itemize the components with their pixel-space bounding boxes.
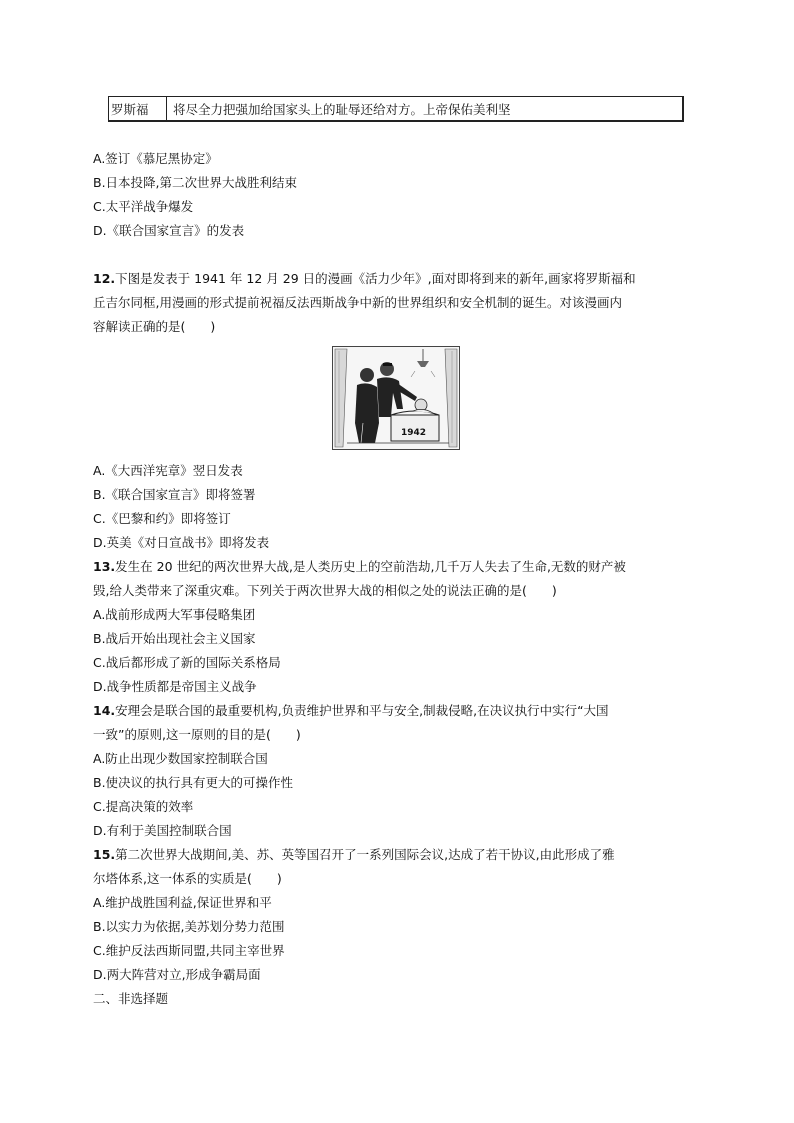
q15-option-d: D.两大阵营对立,形成争霸局面: [93, 967, 261, 982]
q14-option-c: C.提高决策的效率: [93, 799, 194, 814]
q15-stem-text1: 第二次世界大战期间,美、苏、英等国召开了一系列国际会议,达成了若干协议,由此形成了雅: [115, 847, 615, 862]
table-speaker-cell: 罗斯福: [109, 97, 167, 120]
q15-number: 15.: [93, 847, 116, 862]
q13-stem-line2: 毁,给人类带来了深重灾难。下列关于两次世界大战的相似之处的说法正确的是( ): [93, 583, 557, 598]
cartoon-image: [332, 346, 460, 450]
q11-option-d: D.《联合国家宣言》的发表: [93, 223, 245, 238]
q15-option-b: B.以实力为依据,美苏划分势力范围: [93, 919, 285, 934]
q12-option-c: C.《巴黎和约》即将签订: [93, 511, 231, 526]
q15-stem-line2: 尔塔体系,这一体系的实质是( ): [93, 871, 282, 886]
quote-table: [108, 96, 684, 122]
q13-option-b: B.战后开始出现社会主义国家: [93, 631, 256, 646]
section-heading-non-choice: 二、非选择题: [93, 991, 169, 1006]
q14-option-b: B.使决议的执行具有更大的可操作性: [93, 775, 294, 790]
q12-option-d: D.英美《对日宣战书》即将发表: [93, 535, 270, 550]
q14-option-d: D.有利于美国控制联合国: [93, 823, 232, 838]
q15-option-a: A.维护战胜国利益,保证世界和平: [93, 895, 272, 910]
q11-option-a: A.签订《慕尼黑协定》: [93, 151, 218, 166]
q11-option-b: B.日本投降,第二次世界大战胜利结束: [93, 175, 298, 190]
q12-stem-line3: 容解读正确的是( ): [93, 319, 216, 334]
q12-stem-text1: 下图是发表于 1941 年 12 月 29 日的漫画《活力少年》,面对即将到来的新年,画家将罗斯福和: [115, 271, 636, 286]
q12-stem-line2: 丘吉尔同框,用漫画的形式提前祝福反法西斯战争中新的世界组织和安全机制的诞生。对该漫画内: [93, 295, 622, 310]
q14-number: 14.: [93, 703, 116, 718]
q13-option-a: A.战前形成两大军事侵略集团: [93, 607, 256, 622]
cartoon-year-label: 1942: [401, 428, 427, 438]
q12-stem-line1: [93, 269, 636, 289]
table-quote-cell: 将尽全力把强加给国家头上的耻辱还给对方。上帝保佑美利坚: [173, 101, 511, 117]
q13-stem-text1: 发生在 20 世纪的两次世界大战,是人类历史上的空前浩劫,几千万人失去了生命,无数的财产被: [115, 559, 626, 574]
q15-stem-line1: [93, 845, 615, 865]
q13-option-c: C.战后都形成了新的国际关系格局: [93, 655, 281, 670]
q15-option-c: C.维护反法西斯同盟,共同主宰世界: [93, 943, 285, 958]
q12-option-a: A.《大西洋宪章》翌日发表: [93, 463, 243, 478]
q14-stem-line1: [93, 701, 609, 721]
q14-option-a: A.防止出现少数国家控制联合国: [93, 751, 268, 766]
q11-option-c: C.太平洋战争爆发: [93, 199, 194, 214]
q13-option-d: D.战争性质都是帝国主义战争: [93, 679, 257, 694]
q14-stem-text1: 安理会是联合国的最重要机构,负责维护世界和平与安全,制裁侵略,在决议执行中实行“大国: [115, 703, 609, 718]
q12-number: 12.: [93, 271, 116, 286]
cartoon-drawing: [333, 347, 459, 449]
q12-option-b: B.《联合国家宣言》即将签署: [93, 487, 256, 502]
q13-number: 13.: [93, 559, 116, 574]
q13-stem-line1: [93, 557, 626, 577]
q14-stem-line2: 一致”的原则,这一原则的目的是( ): [93, 727, 301, 742]
